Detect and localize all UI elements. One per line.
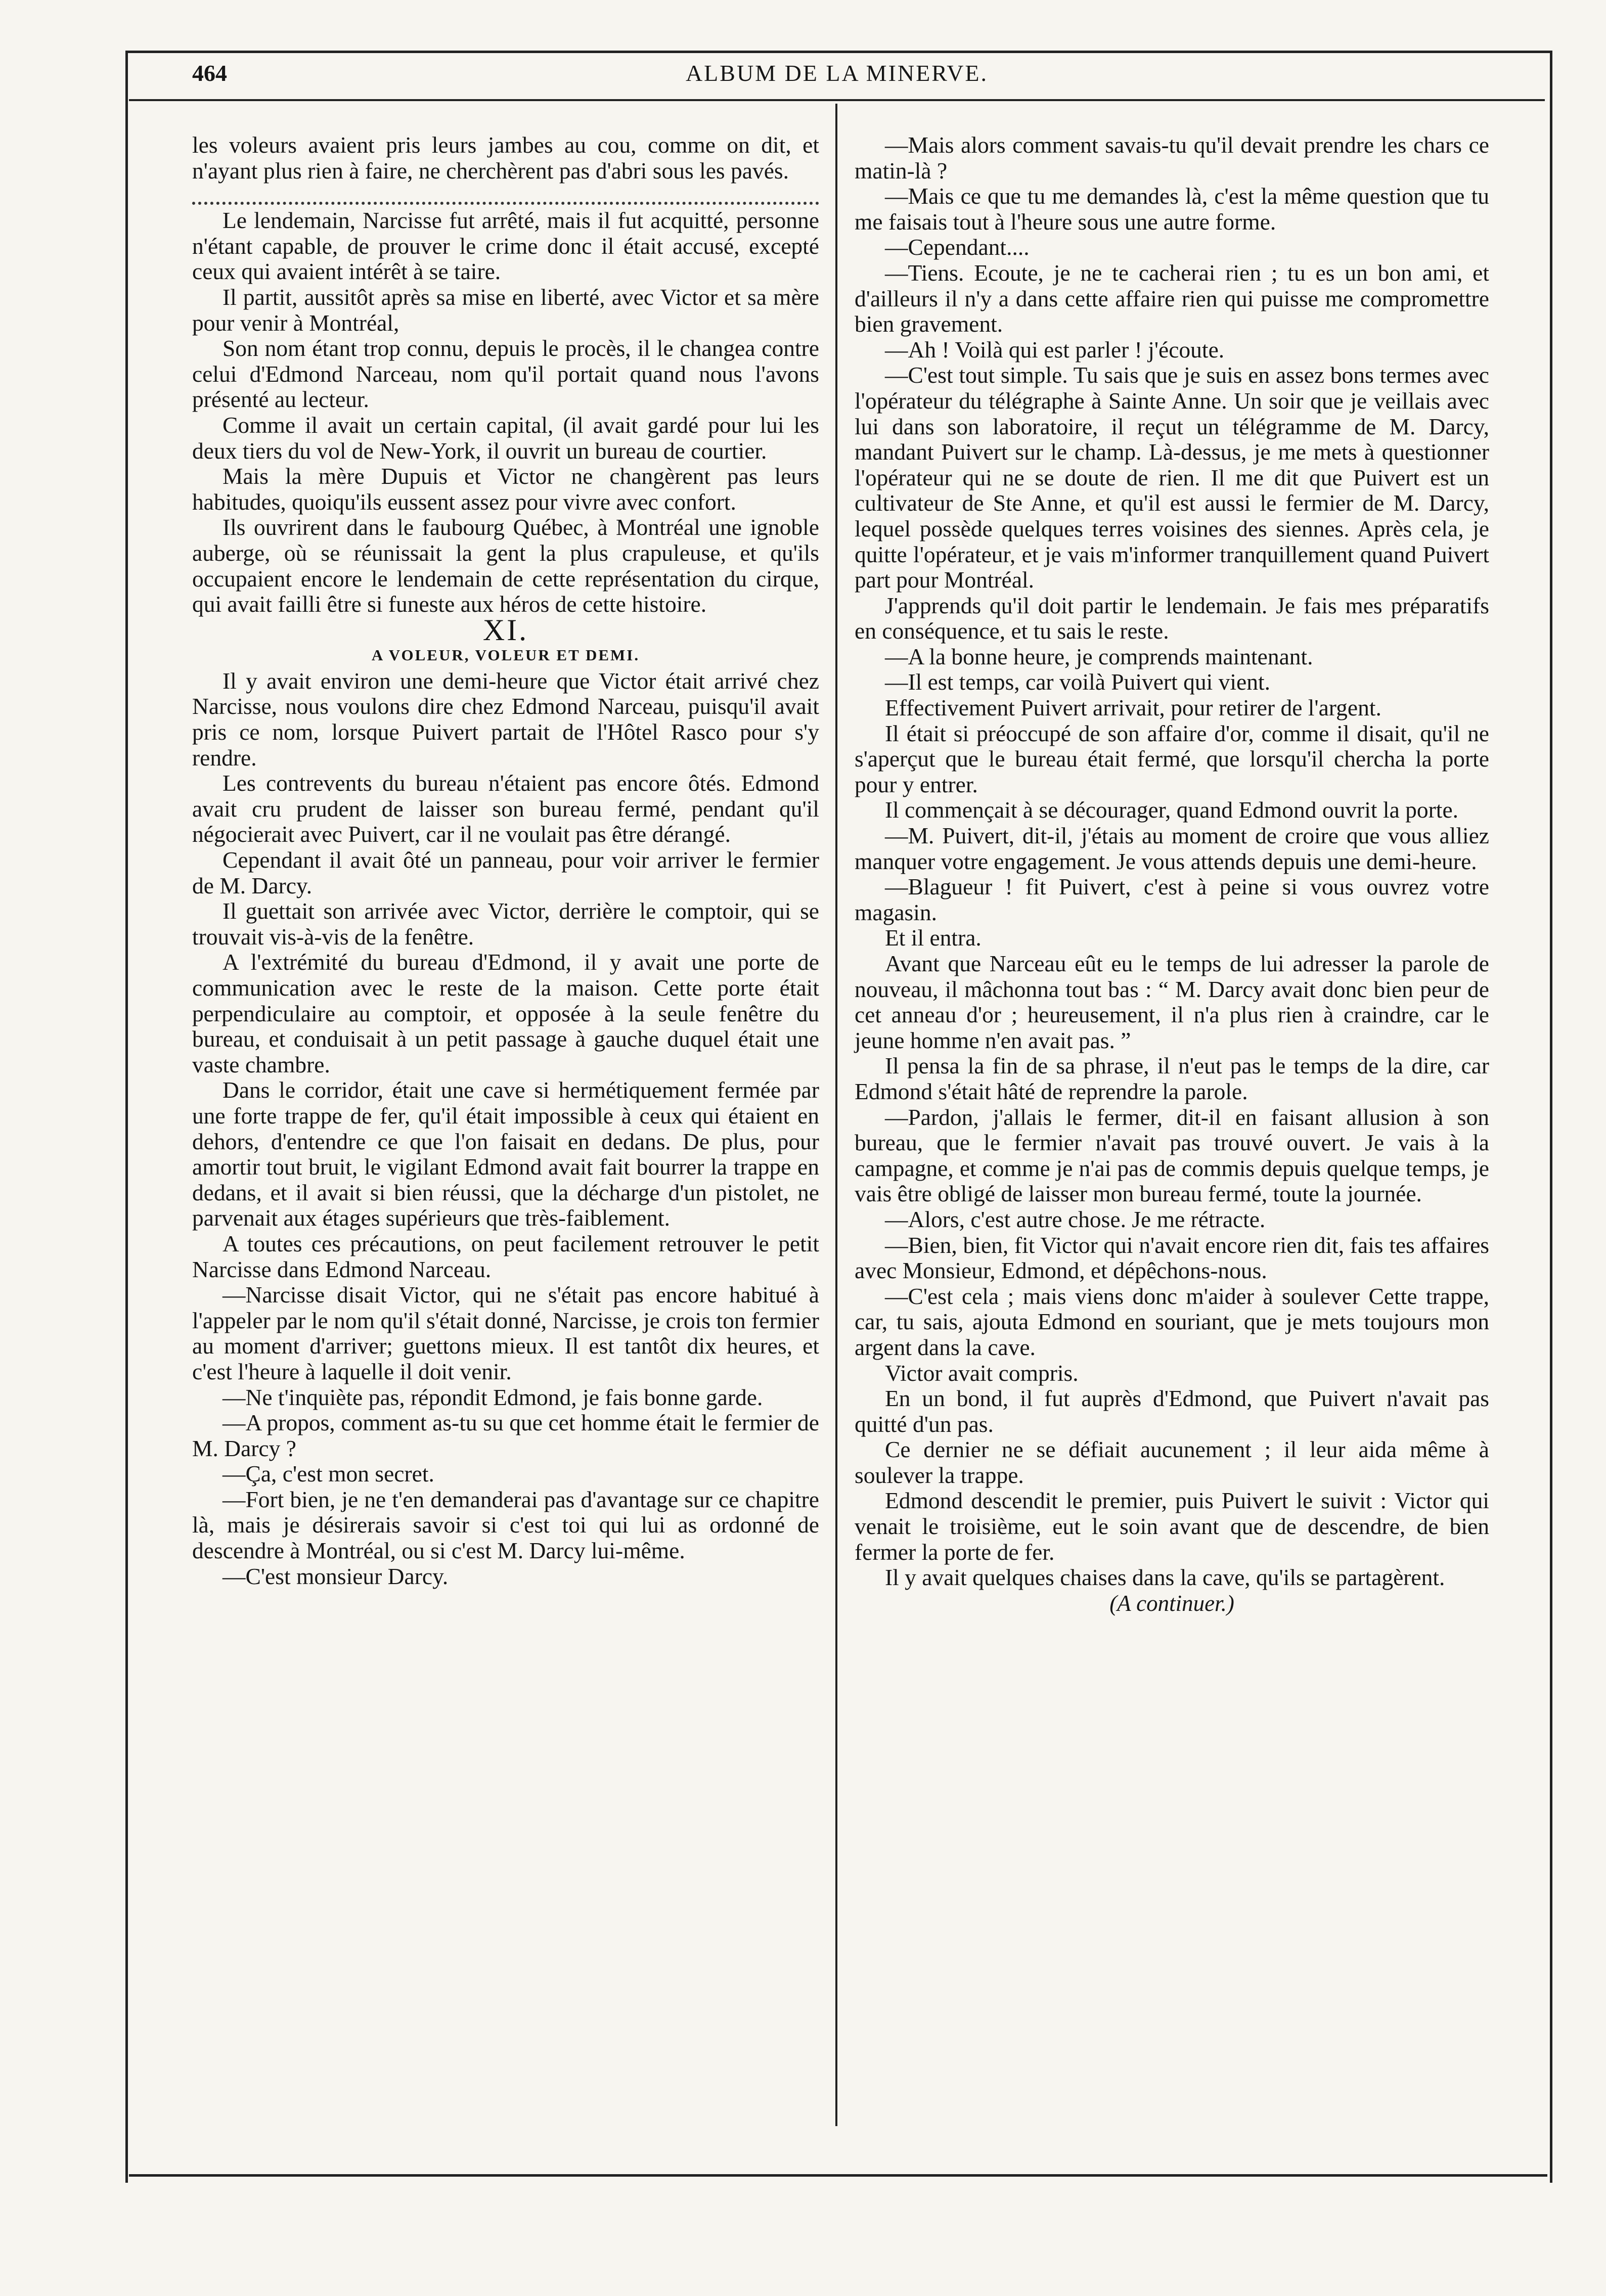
paragraph: —C'est cela ; mais viens donc m'aider à soulever Cette trappe, car, tu sais, ajouta Edmond en souriant, que je mets toujours mon argent dans la cave. [855, 1283, 1489, 1360]
paragraph: —Cependant.... [885, 234, 1030, 260]
paragraph: —Blagueur ! fit Puivert, c'est à peine si vous ouvrez votre magasin. [855, 874, 1489, 925]
left-narrative-text [192, 208, 819, 617]
paragraph: Cependant il avait ôté un panneau, pour voir arriver le fermier de M. Darcy. [192, 847, 819, 898]
paragraph: Il y avait quelques chaises dans la cave, qu'ils se partagèrent. [885, 1564, 1445, 1591]
paragraph: —Ah ! Voilà qui est parler ! j'écoute. [885, 336, 1225, 363]
paragraph: —A la bonne heure, je comprends maintenant. [885, 643, 1313, 669]
right-column-text [855, 132, 1489, 1591]
right-column [855, 132, 1489, 1616]
paragraph: —A propos, comment as-tu su que cet homme était le fermier de M. Darcy ? [192, 1410, 819, 1461]
paragraph: —Pardon, j'allais le fermer, dit-il en faisant allusion à son bureau, que le fermier n'avait pas trouvé ouvert. Je vais à la campagne, et comme je n'ai pas de commis depuis quelque temps, je vais être obligé de laisser mon bureau fermé, toute la journée. [855, 1104, 1489, 1207]
paragraph: Avant que Narceau eût eu le temps de lui adresser la parole de nouveau, il mâchonna tout bas : “ M. Darcy avait donc bien peur de cet anneau d'or ; heureusement, il n'a plus rien à craindre, car le jeune homme n'en avait pas. ” [855, 951, 1489, 1053]
section-break-dots [192, 188, 819, 205]
paragraph: —Fort bien, je ne t'en demanderai pas d'avantage sur ce chapitre là, mais je désirerais savoir si c'est toi qui lui as ordonné de descendre à Montréal, ou si c'est M. Darcy lui-même. [192, 1486, 819, 1564]
paragraph: —Alors, c'est autre chose. Je me rétracte. [885, 1206, 1266, 1232]
paragraph: Dans le corridor, était une cave si hermétiquement fermée par une forte trappe de fer, qu'il était impossible à ceux qui étaient en dehors, d'entendre ce que l'on faisait en dedans. De plus, pour amortir tout bruit, le vigilant Edmond avait fait bourrer la trappe en dedans, et il avait si bien réussi, que la décharge d'un pistolet, ne parvenait aux étages supérieurs que très-faiblement. [192, 1077, 819, 1231]
paragraph: A l'extrémité du bureau d'Edmond, il y avait une porte de communication avec le reste de la maison. Cette porte était perpendiculaire au comptoir, et opposée à la seule fenêtre du bureau, et conduisait à un petit passage à gauche duquel était une vaste chambre. [192, 949, 819, 1077]
paragraph: Il partit, aussitôt après sa mise en liberté, avec Victor et sa mère pour venir à Montréal, [192, 284, 819, 336]
left-column [192, 132, 819, 1589]
paragraph: —Narcisse disait Victor, qui ne s'était pas encore habitué à l'appeler par le nom qu'il s'était donné, Narcisse, je crois ton fermier au moment d'arriver; guettons mieux. Il est tantôt dix heures, et c'est l'heure à laquelle il doit venir. [192, 1282, 819, 1384]
paragraph: En un bond, il fut auprès d'Edmond, que Puivert n'avait pas quitté d'un pas. [855, 1385, 1489, 1437]
header-rule [129, 99, 1545, 101]
paragraph: —Tiens. Ecoute, je ne te cacherai rien ; tu es un bon ami, et d'ailleurs il n'y a dans cette affaire rien qui puisse me compromettre bien gravement. [855, 259, 1489, 337]
footer-rule [129, 2174, 1547, 2177]
paragraph: Il y avait environ une demi-heure que Victor était arrivé chez Narcisse, nous voulons dire chez Edmond Narceau, puisqu'il avait pris ce nom, lorsque Puivert partait de l'Hôtel Rasco pour s'y rendre. [192, 667, 819, 771]
paragraph: Ils ouvrirent dans le faubourg Québec, à Montréal une ignoble auberge, où se réunissait la gent la plus crapuleuse, et qu'ils occupaient encore le lendemain de cette représentation du cirque, qui avait failli être si funeste aux héros de cette histoire. [192, 514, 819, 617]
left-opening-text [192, 132, 819, 184]
paragraph: Victor avait compris. [885, 1360, 1079, 1386]
paragraph: Les contrevents du bureau n'étaient pas encore ôtés. Edmond avait cru prudent de laisser son bureau fermé, pendant qu'il négocierait avec Puivert, car il ne voulait pas être dérangé. [192, 770, 819, 847]
paragraph: J'apprends qu'il doit partir le lendemain. Je fais mes préparatifs en conséquence, et tu sais le reste. [855, 592, 1489, 644]
chapter-text [192, 668, 819, 1589]
paragraph: —Il est temps, car voilà Puivert qui vient. [885, 669, 1270, 695]
paragraph: Son nom étant trop connu, depuis le procès, il le changea contre celui d'Edmond Narceau, nom qu'il portait quand nous l'avons présenté au lecteur. [192, 335, 819, 413]
paragraph: —Ça, c'est mon secret. [222, 1461, 434, 1487]
paragraph: —Ne t'inquiète pas, répondit Edmond, je fais bonne garde. [222, 1384, 763, 1410]
paragraph: Le lendemain, Narcisse fut arrêté, mais il fut acquitté, personne n'étant capable, de prouver le crime donc il était accusé, excepté ceux qui avaient intérêt à se taire. [192, 207, 819, 285]
paragraph: —Mais ce que tu me demandes là, c'est la même question que tu me faisais tout à l'heure sous une autre forme. [855, 183, 1489, 235]
paragraph: Il guettait son arrivée avec Victor, derrière le comptoir, qui se trouvait vis-à-vis de la fenêtre. [192, 898, 819, 950]
paragraph: les voleurs avaient pris leurs jambes au cou, comme on dit, et n'ayant plus rien à faire, ne cherchèrent pas d'abri sous les pavés. [192, 132, 819, 184]
paragraph: —C'est monsieur Darcy. [222, 1563, 449, 1589]
paragraph: —Bien, bien, fit Victor qui n'avait encore rien dit, fais tes affaires avec Monsieur, Edmond, et dépêchons-nous. [855, 1232, 1489, 1284]
paragraph: A toutes ces précautions, on peut facilement retrouver le petit Narcisse dans Edmond Narceau. [192, 1230, 819, 1282]
paragraph: Ce dernier ne se défiait aucunement ; il leur aida même à soulever la trappe. [855, 1436, 1489, 1488]
running-title: ALBUM DE LA MINERVE. [685, 60, 989, 86]
paragraph: Il pensa la fin de sa phrase, il n'eut pas le temps de la dire, car Edmond s'était hâté de reprendre la parole. [855, 1053, 1489, 1104]
paragraph: Mais la mère Dupuis et Victor ne changèrent pas leurs habitudes, quoiqu'ils eussent assez pour vivre avec confort. [192, 463, 819, 515]
paragraph: —C'est tout simple. Tu sais que je suis en assez bons termes avec l'opérateur du télégraphe à Sainte Anne. Un soir que je veillais avec lui dans son laboratoire, il reçut un télégramme de M. Darcy, mandant Puivert sur le champ. Là-dessus, je me mets à questionner l'opérateur qui ne se doute de rien. Il me dit que Puivert est un cultivateur de Ste Anne, et qu'il est aussi le fermier de M. Darcy, lequel possède quelques terres voisines des siennes. Après cela, je quitte l'opérateur, et je vais m'informer tranquillement quand Puivert part pour Montréal. [855, 362, 1489, 593]
chapter-title: A VOLEUR, VOLEUR ET DEMI. [371, 646, 640, 664]
paragraph: —Mais alors comment savais-tu qu'il devait prendre les chars ce matin-là ? [855, 132, 1489, 184]
paragraph: Edmond descendit le premier, puis Puivert le suivit : Victor qui venait le troisième, eut le soin avant que de descendre, de bien fermer la porte de fer. [855, 1488, 1489, 1565]
paragraph: Et il entra. [885, 925, 982, 951]
column-divider [835, 104, 837, 2126]
to-be-continued: (A continuer.) [1109, 1590, 1234, 1616]
paragraph: Il commençait à se décourager, quand Edmond ouvrit la porte. [885, 797, 1459, 823]
chapter-number: XI. [482, 613, 529, 647]
paragraph: —M. Puivert, dit-il, j'étais au moment de croire que vous alliez manquer votre engagement. Je vous attends depuis une demi-heure. [855, 823, 1489, 874]
paragraph: Il était si préoccupé de son affaire d'or, comme il disait, qu'il ne s'aperçut que le bureau était fermé, que lorsqu'il chercha la porte pour y entrer. [855, 720, 1489, 797]
paragraph: Effectivement Puivert arrivait, pour retirer de l'argent. [885, 695, 1381, 721]
page-number: 464 [192, 60, 227, 86]
page-header [137, 60, 1537, 100]
paragraph: Comme il avait un certain capital, (il avait gardé pour lui les deux tiers du vol de New-York, il ouvrit un bureau de courtier. [192, 412, 819, 464]
